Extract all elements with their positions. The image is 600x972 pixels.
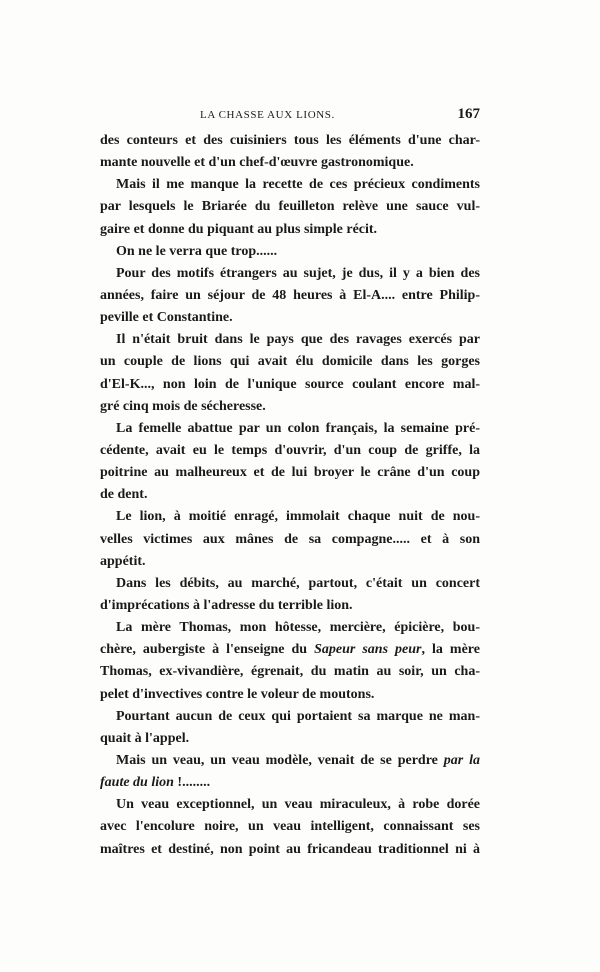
text-run: velles victimes aux mânes de sa compagne..... et à son <box>100 531 480 547</box>
text-line <box>100 573 480 595</box>
text-run: Un veau exceptionnel, un veau miraculeux, à robe dorée <box>116 797 480 813</box>
text-run: de dent. <box>100 487 148 503</box>
text-run: gaire et donne du piquant au plus simple récit. <box>100 221 378 237</box>
text-run: des conteurs et des cuisiniers tous les éléments d'une char- <box>100 133 480 148</box>
text-run: Mais il me manque la recette de ces précieux condiments <box>116 177 480 193</box>
text-line <box>100 374 480 396</box>
text-run: Dans les débits, au marché, partout, c'était un concert <box>116 575 480 591</box>
text-line <box>100 196 480 218</box>
italic-run: Sapeur sans peur <box>314 642 422 658</box>
text-run: mante nouvelle et d'un chef-d'œuvre gastronomique. <box>100 155 414 171</box>
text-line <box>100 484 480 506</box>
text-line <box>100 329 480 351</box>
text-line <box>100 396 480 418</box>
text-line <box>100 529 480 551</box>
text-line <box>100 241 480 263</box>
text-line <box>100 794 480 816</box>
text-line <box>100 839 480 861</box>
text-line <box>100 750 480 772</box>
italic-run: faute du lion <box>100 775 174 791</box>
text-line <box>100 728 480 750</box>
text-run: , la mère <box>421 642 480 658</box>
text-run: quait à l'appel. <box>100 730 190 746</box>
text-run: appétit. <box>100 553 146 569</box>
text-run: Mais un veau, un veau modèle, venait de se perdre <box>116 752 444 768</box>
text-line <box>100 595 480 617</box>
text-line <box>100 684 480 706</box>
text-run: d'El-K..., non loin de l'unique source coulant encore mal- <box>100 376 480 392</box>
body-text <box>100 130 480 861</box>
text-run: un couple de lions qui avait élu domicile dans les gorges <box>100 354 480 370</box>
text-run: Pour des motifs étrangers au sujet, je dus, il y a bien des <box>116 265 480 281</box>
text-line <box>100 263 480 285</box>
text-line <box>100 772 480 794</box>
text-run: La mère Thomas, mon hôtesse, mercière, épicière, bou- <box>116 620 480 636</box>
text-line <box>100 174 480 196</box>
text-line <box>100 506 480 528</box>
text-line <box>100 706 480 728</box>
text-line <box>100 816 480 838</box>
text-run: La femelle abattue par un colon français, la semaine pré- <box>116 420 480 436</box>
text-run: !........ <box>173 775 211 791</box>
text-run: d'imprécations à l'adresse du terrible lion. <box>100 597 353 613</box>
text-line <box>100 617 480 639</box>
text-line <box>100 551 480 573</box>
text-run: Pourtant aucun de ceux qui portaient sa marque ne man- <box>116 708 480 724</box>
text-line <box>100 418 480 440</box>
text-line <box>100 661 480 683</box>
text-run: On ne le verra que trop...... <box>116 243 278 259</box>
text-run: poitrine au malheureux et de lui broyer le crâne d'un coup <box>100 465 480 481</box>
text-run: gré cinq mois de sécheresse. <box>100 398 266 414</box>
text-run: maîtres et destiné, non point au fricandeau traditionnel ni à <box>100 841 480 857</box>
text-run: peville et Constantine. <box>100 310 233 326</box>
text-line <box>100 219 480 241</box>
text-run: avec l'encolure noire, un veau intelligent, connaissant ses <box>100 819 480 835</box>
text-run: Thomas, ex-vivandière, égrenait, du matin au soir, un cha- <box>100 664 480 680</box>
text-line <box>100 639 480 661</box>
page-header <box>100 106 480 126</box>
text-line <box>100 285 480 307</box>
text-line <box>100 440 480 462</box>
text-run: chère, aubergiste à l'enseigne du <box>100 642 315 658</box>
running-title: LA CHASSE AUX LIONS. <box>200 109 335 121</box>
text-line <box>100 462 480 484</box>
text-line <box>100 130 480 152</box>
text-line <box>100 152 480 174</box>
text-run: cédente, avait eu le temps d'ouvrir, d'un coup de griffe, la <box>100 442 480 458</box>
page-number: 167 <box>457 106 480 122</box>
text-line <box>100 351 480 373</box>
text-run: pelet d'invectives contre le voleur de moutons. <box>100 686 375 702</box>
text-run: par lesquels le Briarée du feuilleton relève une sauce vul- <box>100 199 480 215</box>
text-run: Le lion, à moitié enragé, immolait chaque nuit de nou- <box>116 509 480 525</box>
text-run: années, faire un séjour de 48 heures à El-A.... entre Philip- <box>100 287 480 303</box>
text-line <box>100 307 480 329</box>
text-run: Il n'était bruit dans le pays que des ravages exercés par <box>116 332 480 348</box>
italic-run: par la <box>443 752 480 768</box>
